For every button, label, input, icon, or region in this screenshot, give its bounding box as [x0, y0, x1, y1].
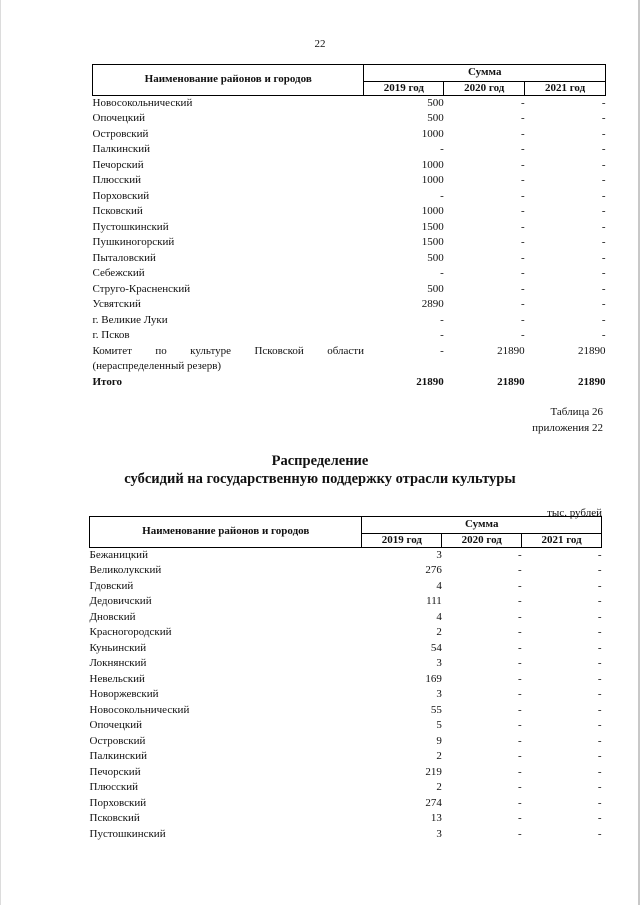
- column-header-2020: 2020 год: [444, 81, 525, 95]
- value-2020: -: [517, 688, 522, 700]
- column-header-name: Наименование районов и городов: [93, 65, 364, 96]
- district-name: Красногородский: [89, 626, 172, 638]
- value-2021: -: [597, 750, 602, 762]
- total-2021: 21890: [578, 375, 606, 388]
- table-row: [90, 811, 602, 827]
- subsidy-table-2: [89, 516, 602, 842]
- page-number: 22: [314, 38, 326, 50]
- value-2019: -: [440, 329, 444, 341]
- table-row: [93, 189, 606, 205]
- district-name: Куньинский: [89, 641, 147, 654]
- value-2019: -: [440, 189, 444, 202]
- value-2021: -: [601, 158, 606, 171]
- table-row: [90, 703, 602, 719]
- value-2020: -: [520, 298, 525, 310]
- value-2021: -: [597, 610, 602, 623]
- value-2019: 1500: [421, 220, 444, 233]
- district-name: Пустошкинский: [89, 827, 166, 840]
- value-2019: 3: [436, 688, 442, 700]
- value-2021: -: [597, 796, 602, 809]
- column-header-sum: Сумма: [362, 517, 602, 534]
- value-2021: -: [597, 719, 602, 731]
- value-2019: -: [440, 313, 444, 326]
- value-2020: -: [517, 610, 522, 623]
- value-2020: -: [520, 189, 525, 202]
- title-line-2: субсидий на государственную поддержку отрасли культуры: [124, 471, 516, 487]
- value-2020: -: [520, 282, 525, 295]
- district-name: Опочецкий: [92, 112, 145, 124]
- value-2021: -: [601, 251, 606, 264]
- value-2021: -: [597, 657, 602, 669]
- value-2019: 9: [436, 734, 442, 747]
- value-2021: -: [601, 329, 606, 341]
- value-2020: -: [517, 579, 522, 592]
- value-2021: -: [597, 781, 602, 793]
- district-name: Плюсский: [89, 781, 139, 793]
- value-2019: 55: [430, 703, 442, 716]
- district-name: Комитет по культуре Псковской области (нераспределенный резерв): [92, 344, 364, 372]
- value-2020: -: [520, 220, 525, 233]
- table-row: [93, 173, 606, 189]
- district-name: Дновский: [89, 610, 136, 623]
- table-row: [93, 328, 606, 344]
- value-2020: -: [517, 703, 522, 716]
- district-name: Опочецкий: [89, 719, 142, 731]
- value-2019: 1500: [421, 236, 444, 248]
- table-row: [90, 765, 602, 781]
- value-2020: -: [520, 236, 525, 248]
- district-name: Порховский: [92, 189, 150, 202]
- table-row: [90, 687, 602, 703]
- value-2020: -: [520, 205, 525, 217]
- value-2019: 274: [425, 796, 442, 809]
- district-name: г. Псков: [92, 329, 130, 341]
- district-name: Печорский: [89, 765, 141, 778]
- value-2019: 2890: [421, 298, 444, 310]
- value-2019: 1000: [421, 158, 444, 171]
- value-2021: -: [597, 765, 602, 778]
- district-name: Пушкиногорский: [92, 236, 175, 248]
- table-row: [93, 142, 606, 158]
- district-name: Пустошкинский: [92, 220, 169, 233]
- value-2021: -: [601, 267, 606, 279]
- total-label: Итого: [92, 375, 123, 388]
- table-row: [90, 827, 602, 843]
- table-row: [93, 158, 606, 174]
- table-row: [90, 625, 602, 641]
- table-number: Таблица 26: [550, 406, 603, 418]
- table-row: [90, 796, 602, 812]
- table-row: [93, 235, 606, 251]
- table-row: [93, 344, 606, 375]
- value-2019: 500: [427, 112, 444, 124]
- value-2021: -: [601, 205, 606, 217]
- appendix-reference: приложения 22: [532, 422, 603, 434]
- district-name: Великолукский: [89, 564, 162, 576]
- units-label: тыс. рублей: [547, 507, 602, 519]
- value-2020: -: [520, 267, 525, 279]
- value-2019: 4: [436, 579, 442, 592]
- table-row: [90, 780, 602, 796]
- value-2019: 2: [436, 626, 442, 638]
- value-2019: 3: [436, 548, 442, 561]
- value-2019: 500: [427, 282, 444, 295]
- district-name: Новоржевский: [89, 688, 159, 700]
- district-name: Пыталовский: [92, 251, 156, 264]
- table-note: [532, 404, 603, 436]
- value-2019: 5: [436, 719, 442, 731]
- value-2021: -: [597, 672, 602, 685]
- table-row: [90, 579, 602, 595]
- column-header-2019: 2019 год: [362, 533, 442, 547]
- value-2021: -: [597, 734, 602, 747]
- district-name: Печорский: [92, 158, 144, 171]
- table-row: [93, 266, 606, 282]
- subsidy-table-1: [92, 64, 606, 390]
- total-row: [93, 375, 606, 391]
- value-2020: -: [520, 158, 525, 171]
- table-row: [93, 127, 606, 143]
- value-2019: 219: [425, 765, 442, 778]
- table-row: [90, 610, 602, 626]
- total-2019: 21890: [416, 375, 444, 388]
- value-2020: -: [517, 641, 522, 654]
- value-2019: 500: [427, 96, 444, 109]
- total-2020: 21890: [497, 375, 525, 388]
- table-row: [90, 563, 602, 579]
- value-2019: 4: [436, 610, 442, 623]
- value-2021: -: [597, 688, 602, 700]
- value-2020: -: [520, 251, 525, 264]
- value-2020: -: [517, 626, 522, 638]
- value-2021: -: [597, 812, 602, 824]
- value-2019: 169: [425, 672, 442, 685]
- district-name: Порховский: [89, 796, 147, 809]
- value-2021: -: [601, 189, 606, 202]
- value-2019: 111: [426, 595, 442, 607]
- value-2021: -: [597, 564, 602, 576]
- value-2020: -: [517, 796, 522, 809]
- value-2019: 3: [436, 827, 442, 840]
- table-row: [90, 656, 602, 672]
- column-header-sum: Сумма: [364, 65, 606, 82]
- value-2019: 13: [430, 812, 442, 824]
- value-2019: 2: [436, 781, 442, 793]
- table-row: [93, 251, 606, 267]
- table-row: [90, 641, 602, 657]
- district-name: Струго-Красненский: [92, 282, 191, 295]
- value-2020: -: [517, 734, 522, 747]
- table-row: [93, 111, 606, 127]
- value-2021: -: [601, 174, 606, 186]
- value-2021: -: [597, 548, 602, 561]
- table-row: [90, 734, 602, 750]
- value-2019: -: [440, 143, 444, 155]
- value-2020: 21890: [497, 344, 525, 357]
- district-name: Себежский: [92, 267, 145, 279]
- value-2019: 276: [425, 564, 442, 576]
- district-name: Палкинский: [92, 143, 151, 155]
- district-name: Бежаницкий: [89, 548, 148, 561]
- district-name: Островский: [92, 127, 149, 140]
- value-2021: 21890: [578, 344, 606, 357]
- value-2020: -: [517, 657, 522, 669]
- value-2020: -: [520, 96, 525, 109]
- value-2021: -: [601, 127, 606, 140]
- district-name: Новосокольнический: [92, 96, 193, 109]
- value-2021: -: [597, 595, 602, 607]
- value-2019: -: [440, 344, 444, 357]
- column-header-2020: 2020 год: [442, 533, 522, 547]
- value-2021: -: [597, 827, 602, 840]
- table-row: [90, 718, 602, 734]
- value-2019: 2: [436, 750, 442, 762]
- district-name: г. Великие Луки: [92, 313, 168, 326]
- value-2020: -: [517, 672, 522, 685]
- value-2020: -: [517, 595, 522, 607]
- value-2020: -: [520, 329, 525, 341]
- value-2021: -: [597, 626, 602, 638]
- value-2020: -: [517, 765, 522, 778]
- district-name: Новосокольнический: [89, 703, 190, 716]
- section-title: [0, 452, 640, 488]
- district-name: Плюсский: [92, 174, 142, 186]
- title-line-1: Распределение: [271, 453, 369, 469]
- table-row: [90, 547, 602, 563]
- column-header-2021: 2021 год: [525, 81, 606, 95]
- district-name: Локнянский: [89, 657, 147, 669]
- value-2019: 3: [436, 657, 442, 669]
- value-2021: -: [601, 236, 606, 248]
- value-2020: -: [517, 827, 522, 840]
- value-2020: -: [517, 548, 522, 561]
- table-row: [93, 95, 606, 111]
- district-name: Псковский: [92, 205, 143, 217]
- value-2019: -: [440, 267, 444, 279]
- district-name: Палкинский: [89, 750, 148, 762]
- table-row: [90, 749, 602, 765]
- value-2020: -: [520, 313, 525, 326]
- value-2021: -: [597, 703, 602, 716]
- value-2021: -: [597, 641, 602, 654]
- value-2021: -: [601, 96, 606, 109]
- district-name: Дедовичский: [89, 595, 152, 607]
- table-row: [93, 313, 606, 329]
- value-2019: 1000: [421, 205, 444, 217]
- district-name: Усвятский: [92, 298, 141, 310]
- value-2020: -: [517, 719, 522, 731]
- value-2019: 1000: [421, 174, 444, 186]
- value-2020: -: [520, 112, 525, 124]
- district-name: Островский: [89, 734, 146, 747]
- table-row: [93, 282, 606, 298]
- value-2021: -: [601, 220, 606, 233]
- district-name: Псковский: [89, 812, 140, 824]
- value-2020: -: [517, 564, 522, 576]
- value-2021: -: [601, 298, 606, 310]
- value-2020: -: [520, 127, 525, 140]
- value-2019: 500: [427, 251, 444, 264]
- column-header-name: Наименование районов и городов: [90, 517, 362, 548]
- district-name: Гдовский: [89, 579, 134, 592]
- value-2021: -: [601, 112, 606, 124]
- district-name: Невельский: [89, 672, 145, 685]
- table-row: [93, 297, 606, 313]
- table-row: [90, 672, 602, 688]
- table-row: [90, 594, 602, 610]
- table-row: [93, 204, 606, 220]
- value-2019: 54: [430, 641, 442, 654]
- value-2021: -: [601, 143, 606, 155]
- value-2020: -: [520, 174, 525, 186]
- value-2021: -: [597, 579, 602, 592]
- value-2019: 1000: [421, 127, 444, 140]
- table-row: [93, 220, 606, 236]
- value-2020: -: [517, 812, 522, 824]
- column-header-2019: 2019 год: [364, 81, 444, 95]
- value-2020: -: [520, 143, 525, 155]
- value-2021: -: [601, 282, 606, 295]
- value-2020: -: [517, 781, 522, 793]
- value-2021: -: [601, 313, 606, 326]
- column-header-2021: 2021 год: [522, 533, 602, 547]
- value-2020: -: [517, 750, 522, 762]
